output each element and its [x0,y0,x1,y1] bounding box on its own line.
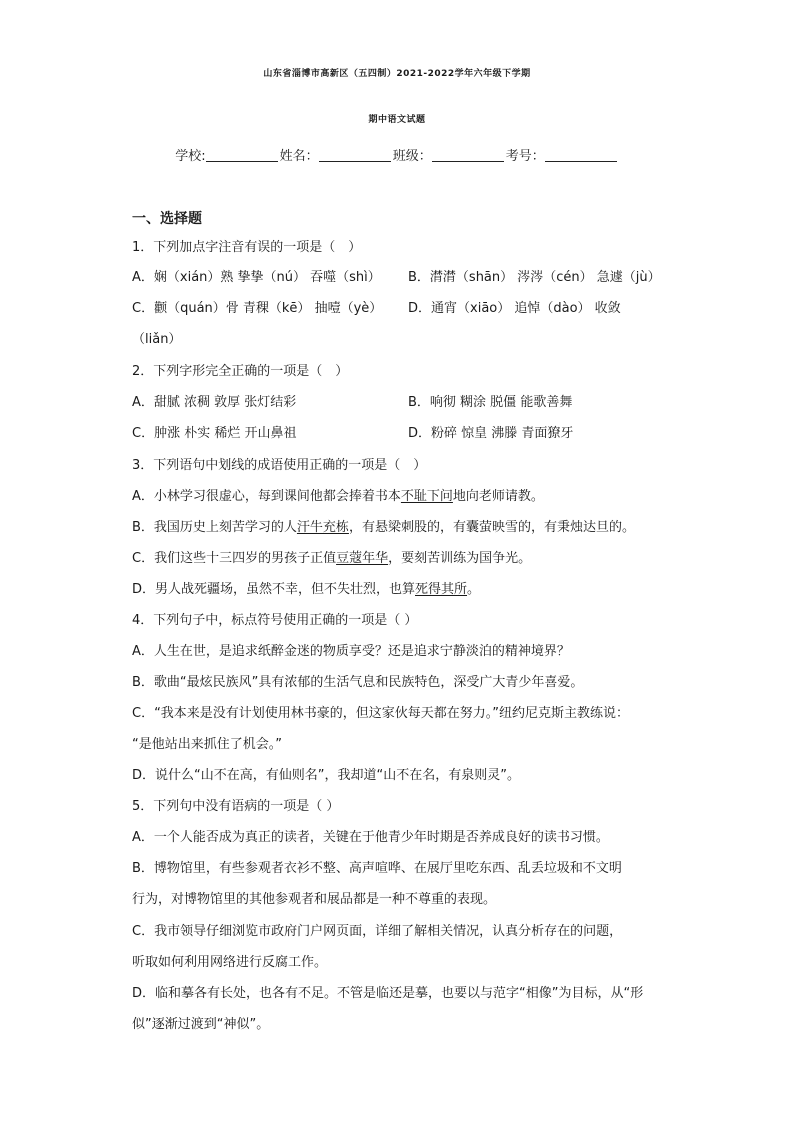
question-5-option-b: B．博物馆里，有些参观者衣衫不整、高声喧哗、在展厅里吃东西、乱丢垃圾和不文明 [132,861,622,876]
question-5-option-c: C．我市领导仔细浏览市政府门户网页面，详细了解相关情况，认真分析存在的问题， [132,924,623,939]
exam-number-label: 考号： [505,149,545,164]
question-1-option-c: C．颧（quán）骨 青稞（kē） 抽噎（yè） [132,301,383,316]
option-text: C．我们这些十三四岁的男孩子正值 [132,551,337,566]
student-info-row [0,145,794,164]
class-field[interactable] [432,147,504,162]
option-text: D．男人战死疆场，虽然不幸，但不失壮烈，也算 [132,582,416,597]
question-2-stem: 2．下列字形完全正确的一项是（ ） [132,364,349,379]
question-3-option-a [132,485,544,504]
school-field[interactable] [206,147,278,162]
question-4-option-c: C．“我本来是没有计划使用林书豪的，但这家伙每天都在努力。”纽约尼克斯主教练说： [132,706,630,721]
underlined-idiom: 不耻下问 [400,489,453,504]
question-5-option-d: D．临和摹各有长处，也各有不足。不管是临还是摹，也要以与范字“相像”为目标，从“形 [132,986,644,1001]
underlined-idiom: 豆蔻年华 [336,551,389,566]
question-1-option-d-continued: （liǎn） [132,332,182,347]
question-5-stem: 5．下列句中没有语病的一项是（ ） [132,799,340,814]
question-4-option-d: D．说什么“山不在高，有仙则名”，我却道“山不在名，有泉则灵”。 [132,768,520,783]
question-1-stem: 1．下列加点字注音有误的一项是（ ） [132,240,362,255]
option-text: B．我国历史上刻苦学习的人 [132,520,297,535]
option-text: 地向老师请教。 [452,489,544,504]
underlined-idiom: 死得其所 [415,582,468,597]
exam-title-line2: 期中语文试题 [368,115,426,125]
class-label: 班级： [392,149,432,164]
question-1-option-b: B．潸潸（shān） 涔涔（cén） 急遽（jù） [408,270,661,285]
option-text: A．小林学习很虚心，每到课间他都会捧着书本 [132,489,401,504]
school-label: 学校: [175,149,206,164]
option-text: 。 [467,582,481,597]
question-5-option-a: A．一个人能否成为真正的读者，关键在于他青少年时期是否养成良好的读书习惯。 [132,830,609,845]
question-2-option-a: A．甜腻 浓稠 敦厚 张灯结彩 [132,395,297,410]
question-5-option-d-continued: 似”逐渐过渡到“神似”。 [132,1017,270,1032]
question-3-option-c [132,547,531,566]
question-4-option-a: A．人生在世，是追求纸醉金迷的物质享受？还是追求宁静淡泊的精神境界？ [132,644,570,659]
exam-number-field[interactable] [545,147,617,162]
name-label: 姓名： [279,149,319,164]
section-heading: 一、选择题 [132,211,202,227]
option-text: ，要刻苦训练为国争光。 [388,551,532,566]
option-text: ，有悬梁刺股的，有囊萤映雪的，有秉烛达旦的。 [348,520,635,535]
name-field[interactable] [319,147,391,162]
question-2-option-d: D．粉碎 惊皇 沸滕 青面獠牙 [408,426,574,441]
exam-title-line1: 山东省淄博市高新区（五四制）2021-2022学年六年级下学期 [263,69,531,79]
question-4-option-b: B．歌曲“最炫民族风”具有浓郁的生活气息和民族特色，深受广大青少年喜爱。 [132,675,584,690]
question-1-option-a: A．娴（xián）熟 挚挚（nú） 吞噬（shì） [132,270,381,285]
question-1-option-d: D．通宵（xiāo） 追悼（dào） 收敛 [408,301,621,316]
question-5-option-b-continued: 行为，对博物馆里的其他参观者和展品都是一种不尊重的表现。 [132,892,497,907]
question-2-option-c: C．肿涨 朴实 稀烂 开山鼻祖 [132,426,297,441]
underlined-idiom: 汗牛充栋 [296,520,349,535]
question-4-option-c-continued: “是他站出来抓住了机会。” [132,737,282,752]
question-5-option-c-continued: 听取如何利用网络进行反腐工作。 [132,955,328,970]
question-3-option-d [132,578,480,597]
question-3-option-b [132,516,635,535]
question-2-option-b: B．响彻 糊涂 脱僵 能歌善舞 [408,395,573,410]
question-3-stem: 3．下列语句中划线的成语使用正确的一项是（ ） [132,458,427,473]
question-4-stem: 4．下列句子中，标点符号使用正确的一项是（ ） [132,613,418,628]
